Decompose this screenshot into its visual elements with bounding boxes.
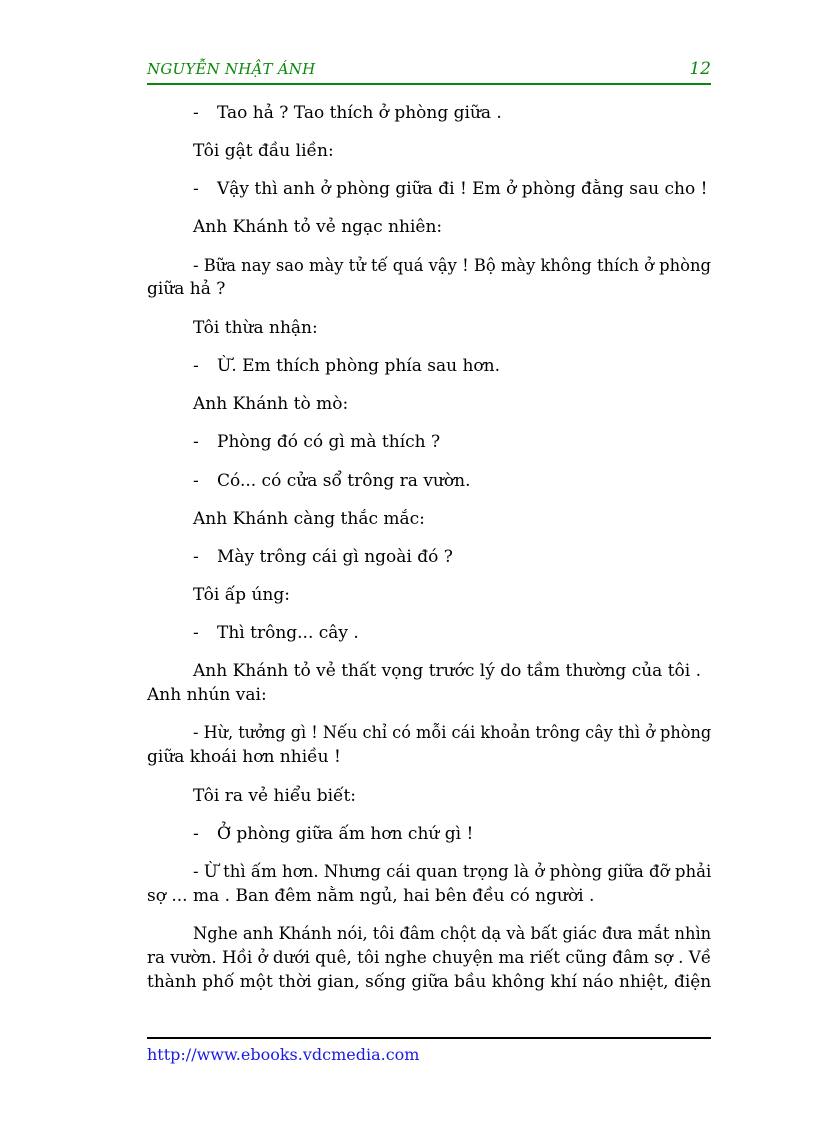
footer-divider <box>147 1037 711 1039</box>
paragraph-line: Anh nhún vai: <box>147 685 267 705</box>
dialogue-text: Ừ. Em thích phòng phía sau hơn. <box>217 356 501 376</box>
narration-line: Tôi ấp úng: <box>193 585 290 605</box>
dialogue-dash: - <box>193 179 199 199</box>
paragraph-line: - Bữa nay sao mày tử tế quá vậy ! Bộ mày không thích ở phòng <box>193 256 711 276</box>
dialogue-dash: - <box>193 824 199 844</box>
narration-line: Anh Khánh tò mò: <box>193 394 349 414</box>
narration-line: Anh Khánh tỏ vẻ ngạc nhiên: <box>193 217 443 237</box>
dialogue-text: Phòng đó có gì mà thích ? <box>217 432 441 452</box>
dialogue-dash: - <box>193 547 199 567</box>
paragraph-line: Anh Khánh tỏ vẻ thất vọng trước lý do tầm thường của tôi . <box>193 661 702 681</box>
paragraph-line: - Hừ, tưởng gì ! Nếu chỉ có mỗi cái khoản trông cây thì ở phòng <box>193 723 712 743</box>
dialogue-dash: - <box>193 432 199 452</box>
narration-line: Tôi gật đầu liền: <box>193 141 334 161</box>
dialogue-text: Có... có cửa sổ trông ra vườn. <box>217 471 471 491</box>
paragraph-line: thành phố một thời gian, sống giữa bầu không khí náo nhiệt, điện <box>147 972 712 992</box>
paragraph-line: sợ ... ma . Ban đêm nằm ngủ, hai bên đều có người . <box>147 886 595 906</box>
page-header <box>147 59 711 85</box>
footer-url-link[interactable]: http://www.ebooks.vdcmedia.com <box>147 1045 420 1064</box>
narration-line: Anh Khánh càng thắc mắc: <box>193 509 425 529</box>
dialogue-dash: - <box>193 356 199 376</box>
dialogue-text: Mày trông cái gì ngoài đó ? <box>217 547 453 567</box>
dialogue-text: Ở phòng giữa ấm hơn chứ gì ! <box>217 824 474 844</box>
dialogue-dash: - <box>193 471 199 491</box>
dialogue-text: Thì trông... cây . <box>217 623 359 643</box>
paragraph-line: - Ừ thì ấm hơn. Nhưng cái quan trọng là ở phòng giữa đỡ phải <box>193 862 712 882</box>
header-author: NGUYỄN NHẬT ÁNH <box>147 60 316 78</box>
dialogue-dash: - <box>193 623 199 643</box>
dialogue-dash: - <box>193 103 199 123</box>
dialogue-text: Vậy thì anh ở phòng giữa đi ! Em ở phòng đằng sau cho ! <box>217 179 708 199</box>
paragraph-line: Nghe anh Khánh nói, tôi đâm chột dạ và bất giác đưa mắt nhìn <box>193 924 712 944</box>
paragraph-line: giữa hả ? <box>147 279 226 299</box>
dialogue-text: Tao hả ? Tao thích ở phòng giữa . <box>217 103 502 123</box>
header-page-number: 12 <box>689 59 711 79</box>
narration-line: Tôi thừa nhận: <box>193 318 318 338</box>
paragraph-line: ra vườn. Hồi ở dưới quê, tôi nghe chuyện ma riết cũng đâm sợ . Về <box>147 948 712 968</box>
narration-line: Tôi ra vẻ hiểu biết: <box>193 786 357 806</box>
paragraph-line: giữa khoái hơn nhiều ! <box>147 747 341 767</box>
